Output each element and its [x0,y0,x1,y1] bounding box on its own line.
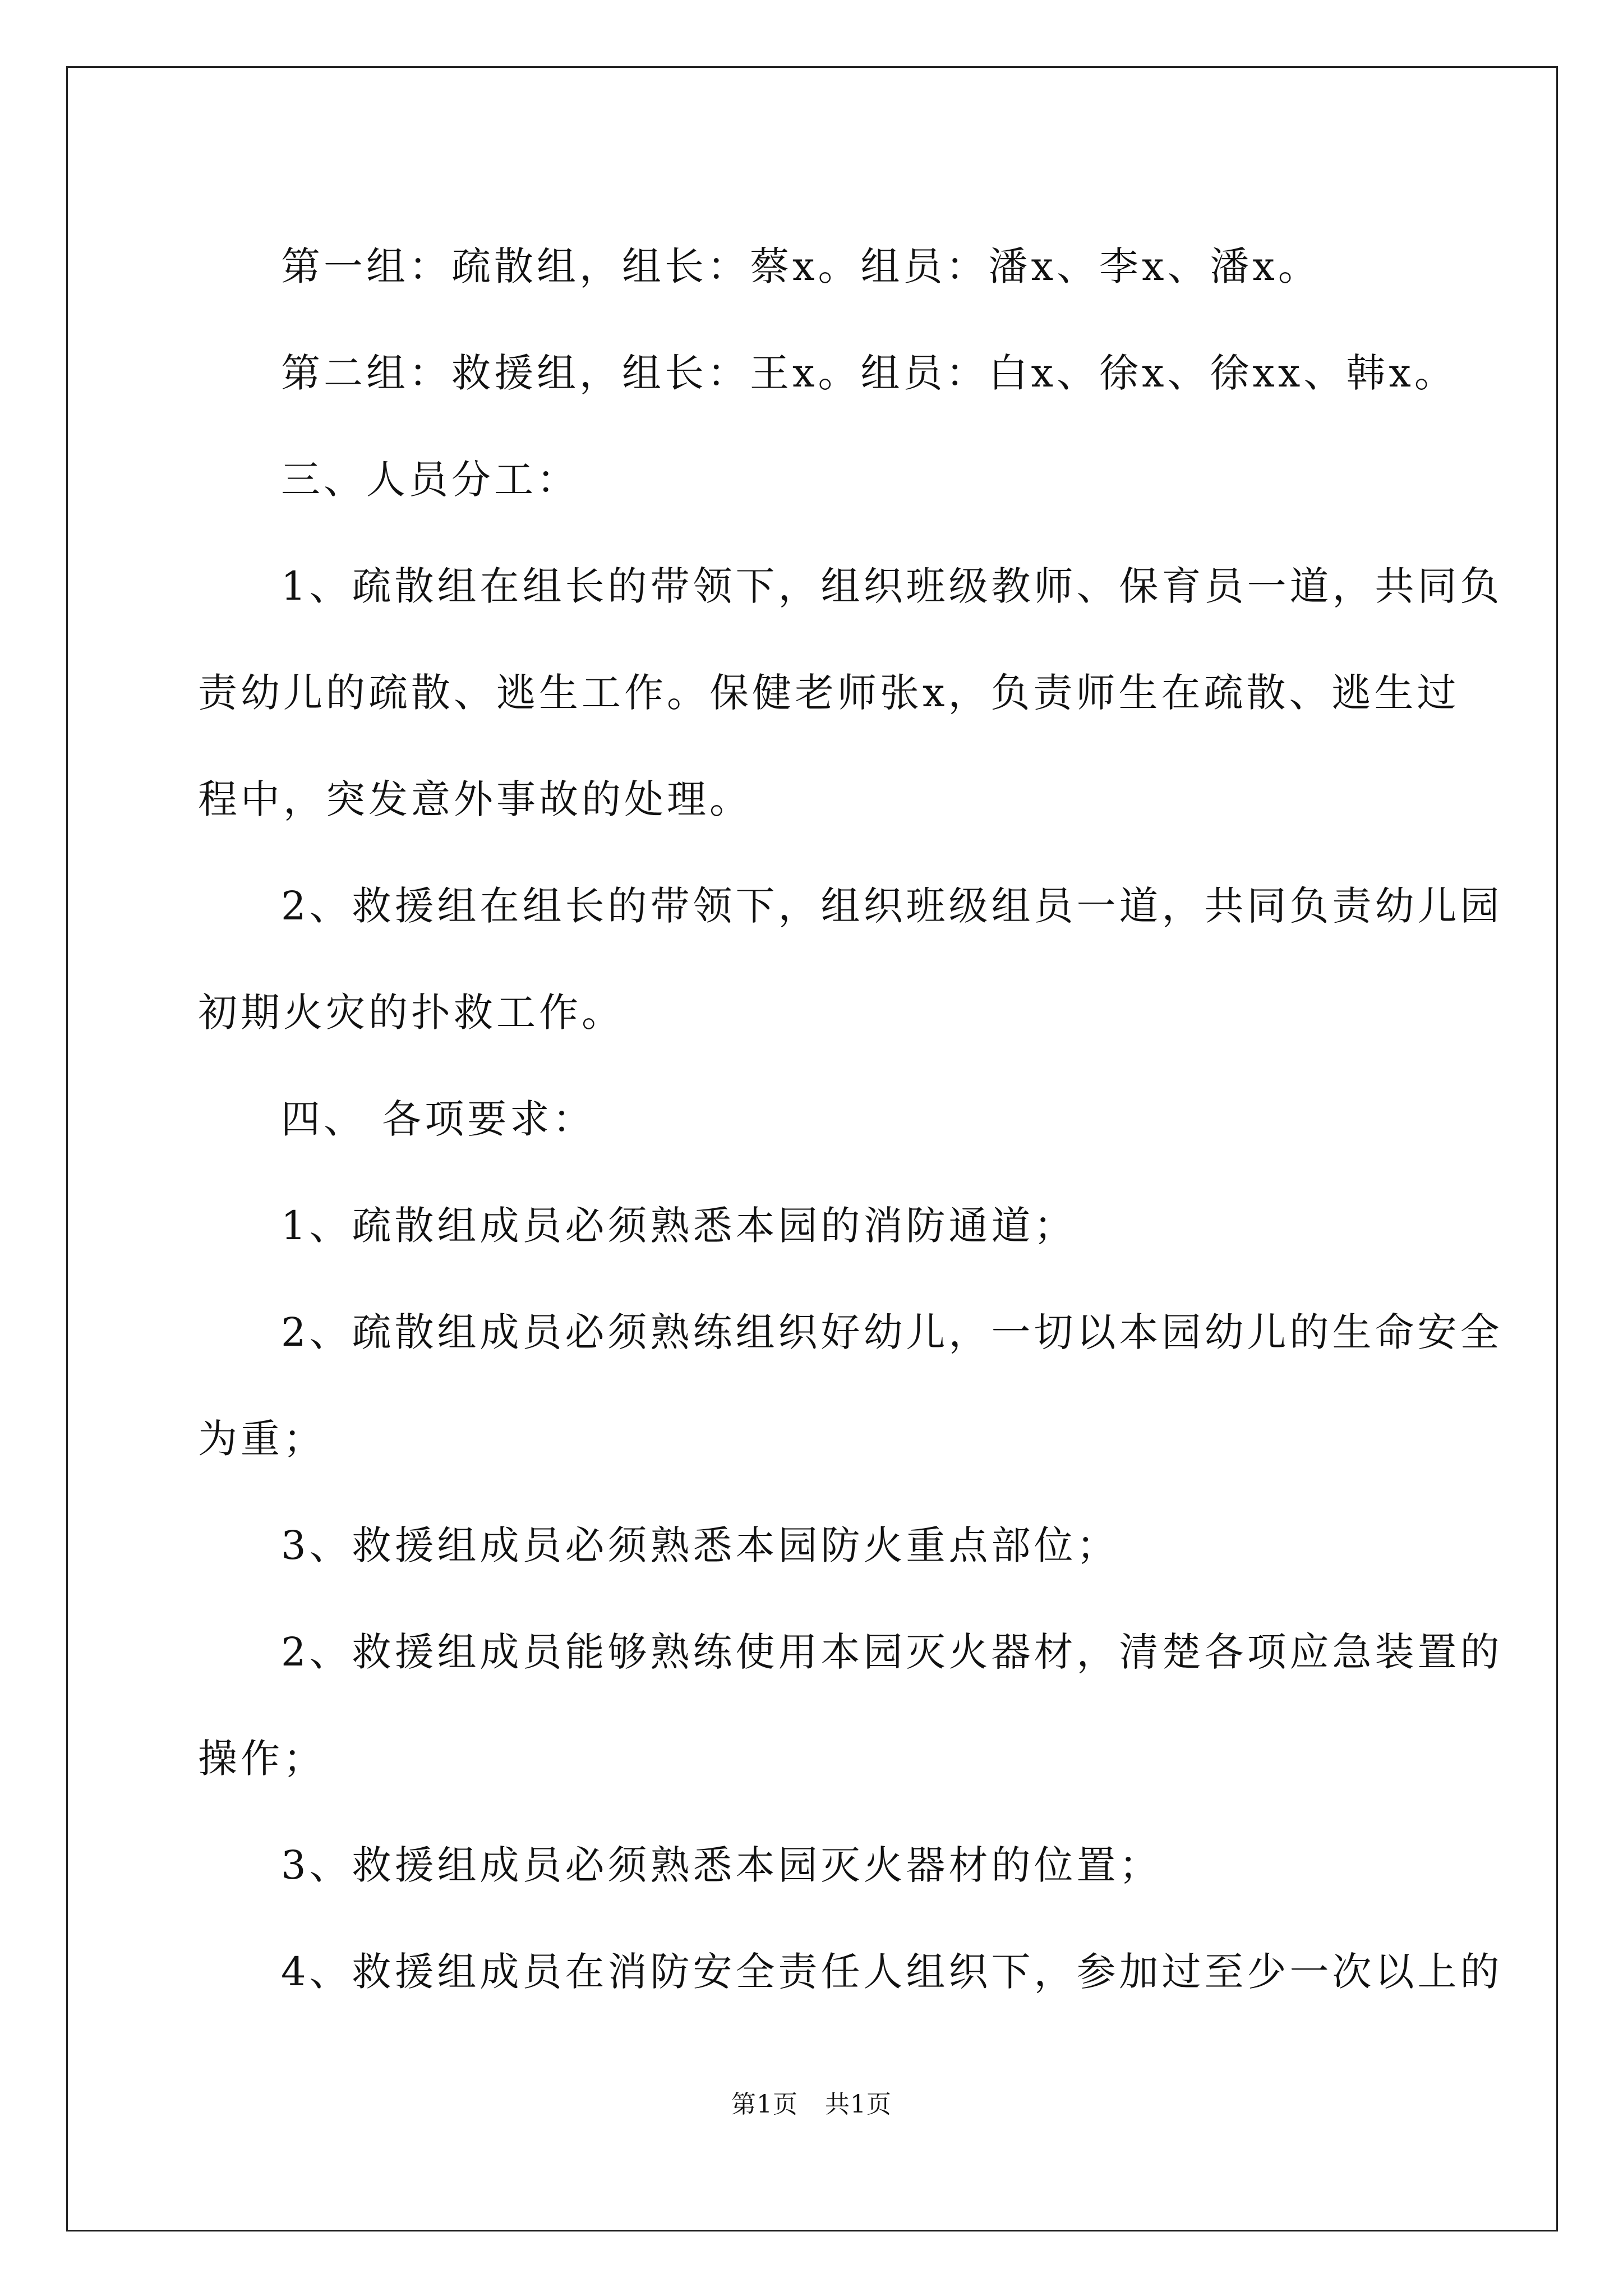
document-body [198,213,1503,2025]
paragraph-line: 责幼儿的疏散、逃生工作。保健老师张x，负责师生在疏散、逃生过 [198,670,1460,716]
paragraph-line: 第一组：疏散组，组长：蔡x。组员：潘x、李x、潘x。 [281,243,1321,289]
paragraph-line: 程中，突发意外事故的处理。 [198,776,752,822]
paragraph-line: 初期火灾的扑救工作。 [198,990,624,1036]
page-number: 第1页 [731,2090,798,2119]
paragraph-line: 3、救援组成员必须熟悉本园灭火器材的位置； [281,1842,1162,1888]
paragraph-line: 2、疏散组成员必须熟练组织好幼儿，一切以本园幼儿的生命安全 [281,1309,1503,1355]
paragraph-line: 操作； [198,1736,326,1782]
paragraph-line: 为重； [198,1416,326,1462]
paragraph-line: 2、救援组在组长的带领下，组织班级组员一道，共同负责幼儿园 [281,883,1503,929]
paragraph-line: 1、疏散组成员必须熟悉本园的消防通道； [281,1203,1077,1249]
paragraph-line: 3、救援组成员必须熟悉本园防火重点部位； [281,1522,1119,1568]
section-heading: 四、 各项要求： [281,1096,596,1142]
paragraph-line: 第二组：救援组，组长：王x。组员：白x、徐x、徐xx、韩x。 [281,350,1457,396]
paragraph-line: 1、疏散组在组长的带领下，组织班级教师、保育员一道，共同负 [281,563,1503,609]
page-total: 共1页 [825,2090,892,2119]
paragraph-line: 2、救援组成员能够熟练使用本园灭火器材，清楚各项应急装置的 [281,1629,1503,1675]
section-heading: 三、人员分工： [281,457,579,503]
paragraph-line: 4、救援组成员在消防安全责任人组织下，参加过至少一次以上的 [281,1949,1503,1995]
page-footer [0,2084,1623,2120]
